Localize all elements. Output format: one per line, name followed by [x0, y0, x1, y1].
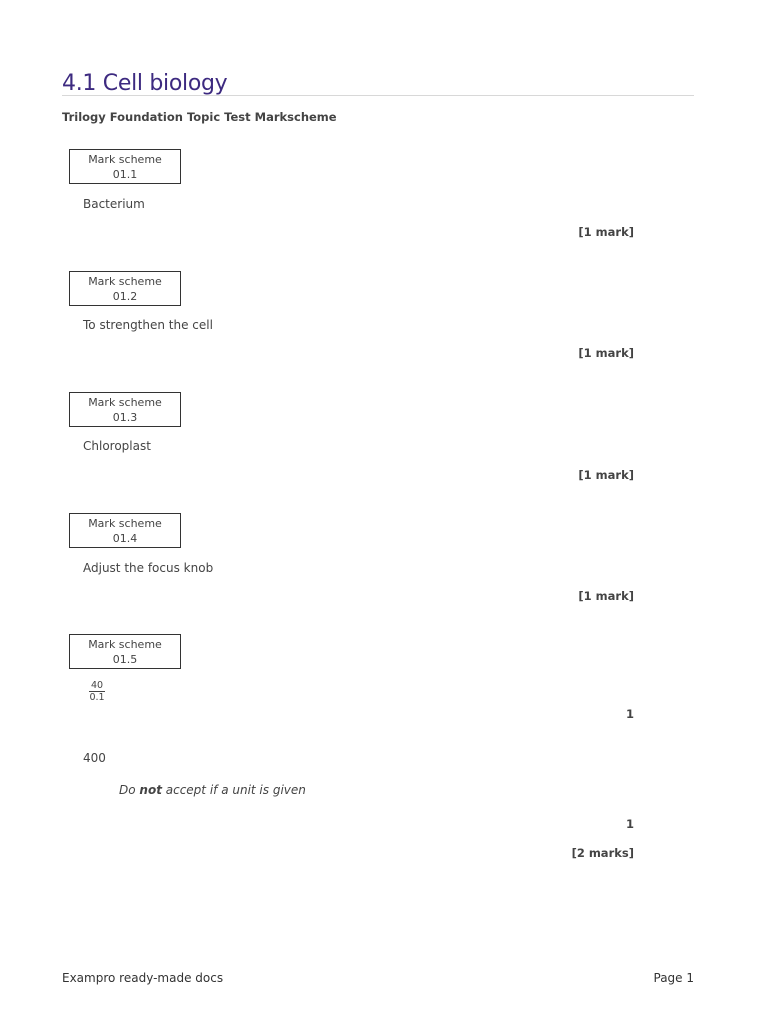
mark-scheme-box-01-5 [69, 634, 181, 669]
marks-total: [2 marks] [571, 846, 634, 860]
question-number: 01.3 [112, 411, 138, 424]
page-title: 4.1 Cell biology [62, 70, 228, 96]
answer-text: Adjust the focus knob [83, 561, 214, 575]
question-number: 01.1 [112, 168, 138, 181]
note-text-after: accept if a unit is given [161, 783, 306, 797]
mark-scheme-label: Mark scheme [88, 638, 162, 651]
mark-point: 1 [625, 707, 634, 721]
question-number: 01.4 [112, 532, 138, 545]
answer-text: Bacterium [83, 197, 145, 211]
marks-total: [1 mark] [578, 346, 634, 360]
question-number: 01.5 [112, 653, 138, 666]
fraction-denominator: 0.1 [89, 692, 105, 703]
footer-source: Exampro ready-made docs [62, 971, 224, 985]
fraction-expression [89, 680, 105, 703]
mark-scheme-label: Mark scheme [88, 275, 162, 288]
note-emphasis: not [139, 783, 162, 797]
answer-text: To strengthen the cell [83, 318, 213, 332]
question-number: 01.2 [112, 290, 138, 303]
mark-scheme-box-01-4 [69, 513, 181, 548]
mark-scheme-label: Mark scheme [88, 396, 162, 409]
mark-scheme-box-01-2 [69, 271, 181, 306]
answer-text: 400 [83, 751, 106, 765]
mark-scheme-label: Mark scheme [88, 153, 162, 166]
marks-total: [1 mark] [578, 589, 634, 603]
marking-note [119, 783, 306, 797]
note-text-before: Do [119, 783, 140, 797]
mark-point: 1 [625, 817, 634, 831]
marks-total: [1 mark] [578, 225, 634, 239]
title-divider [62, 95, 694, 96]
document-subtitle: Trilogy Foundation Topic Test Markscheme [62, 110, 337, 124]
marks-total: [1 mark] [578, 468, 634, 482]
fraction-numerator: 40 [91, 680, 104, 691]
mark-scheme-box-01-1 [69, 149, 181, 184]
mark-scheme-label: Mark scheme [88, 517, 162, 530]
mark-scheme-box-01-3 [69, 392, 181, 427]
answer-text: Chloroplast [83, 439, 151, 453]
page-number: Page 1 [653, 971, 694, 985]
